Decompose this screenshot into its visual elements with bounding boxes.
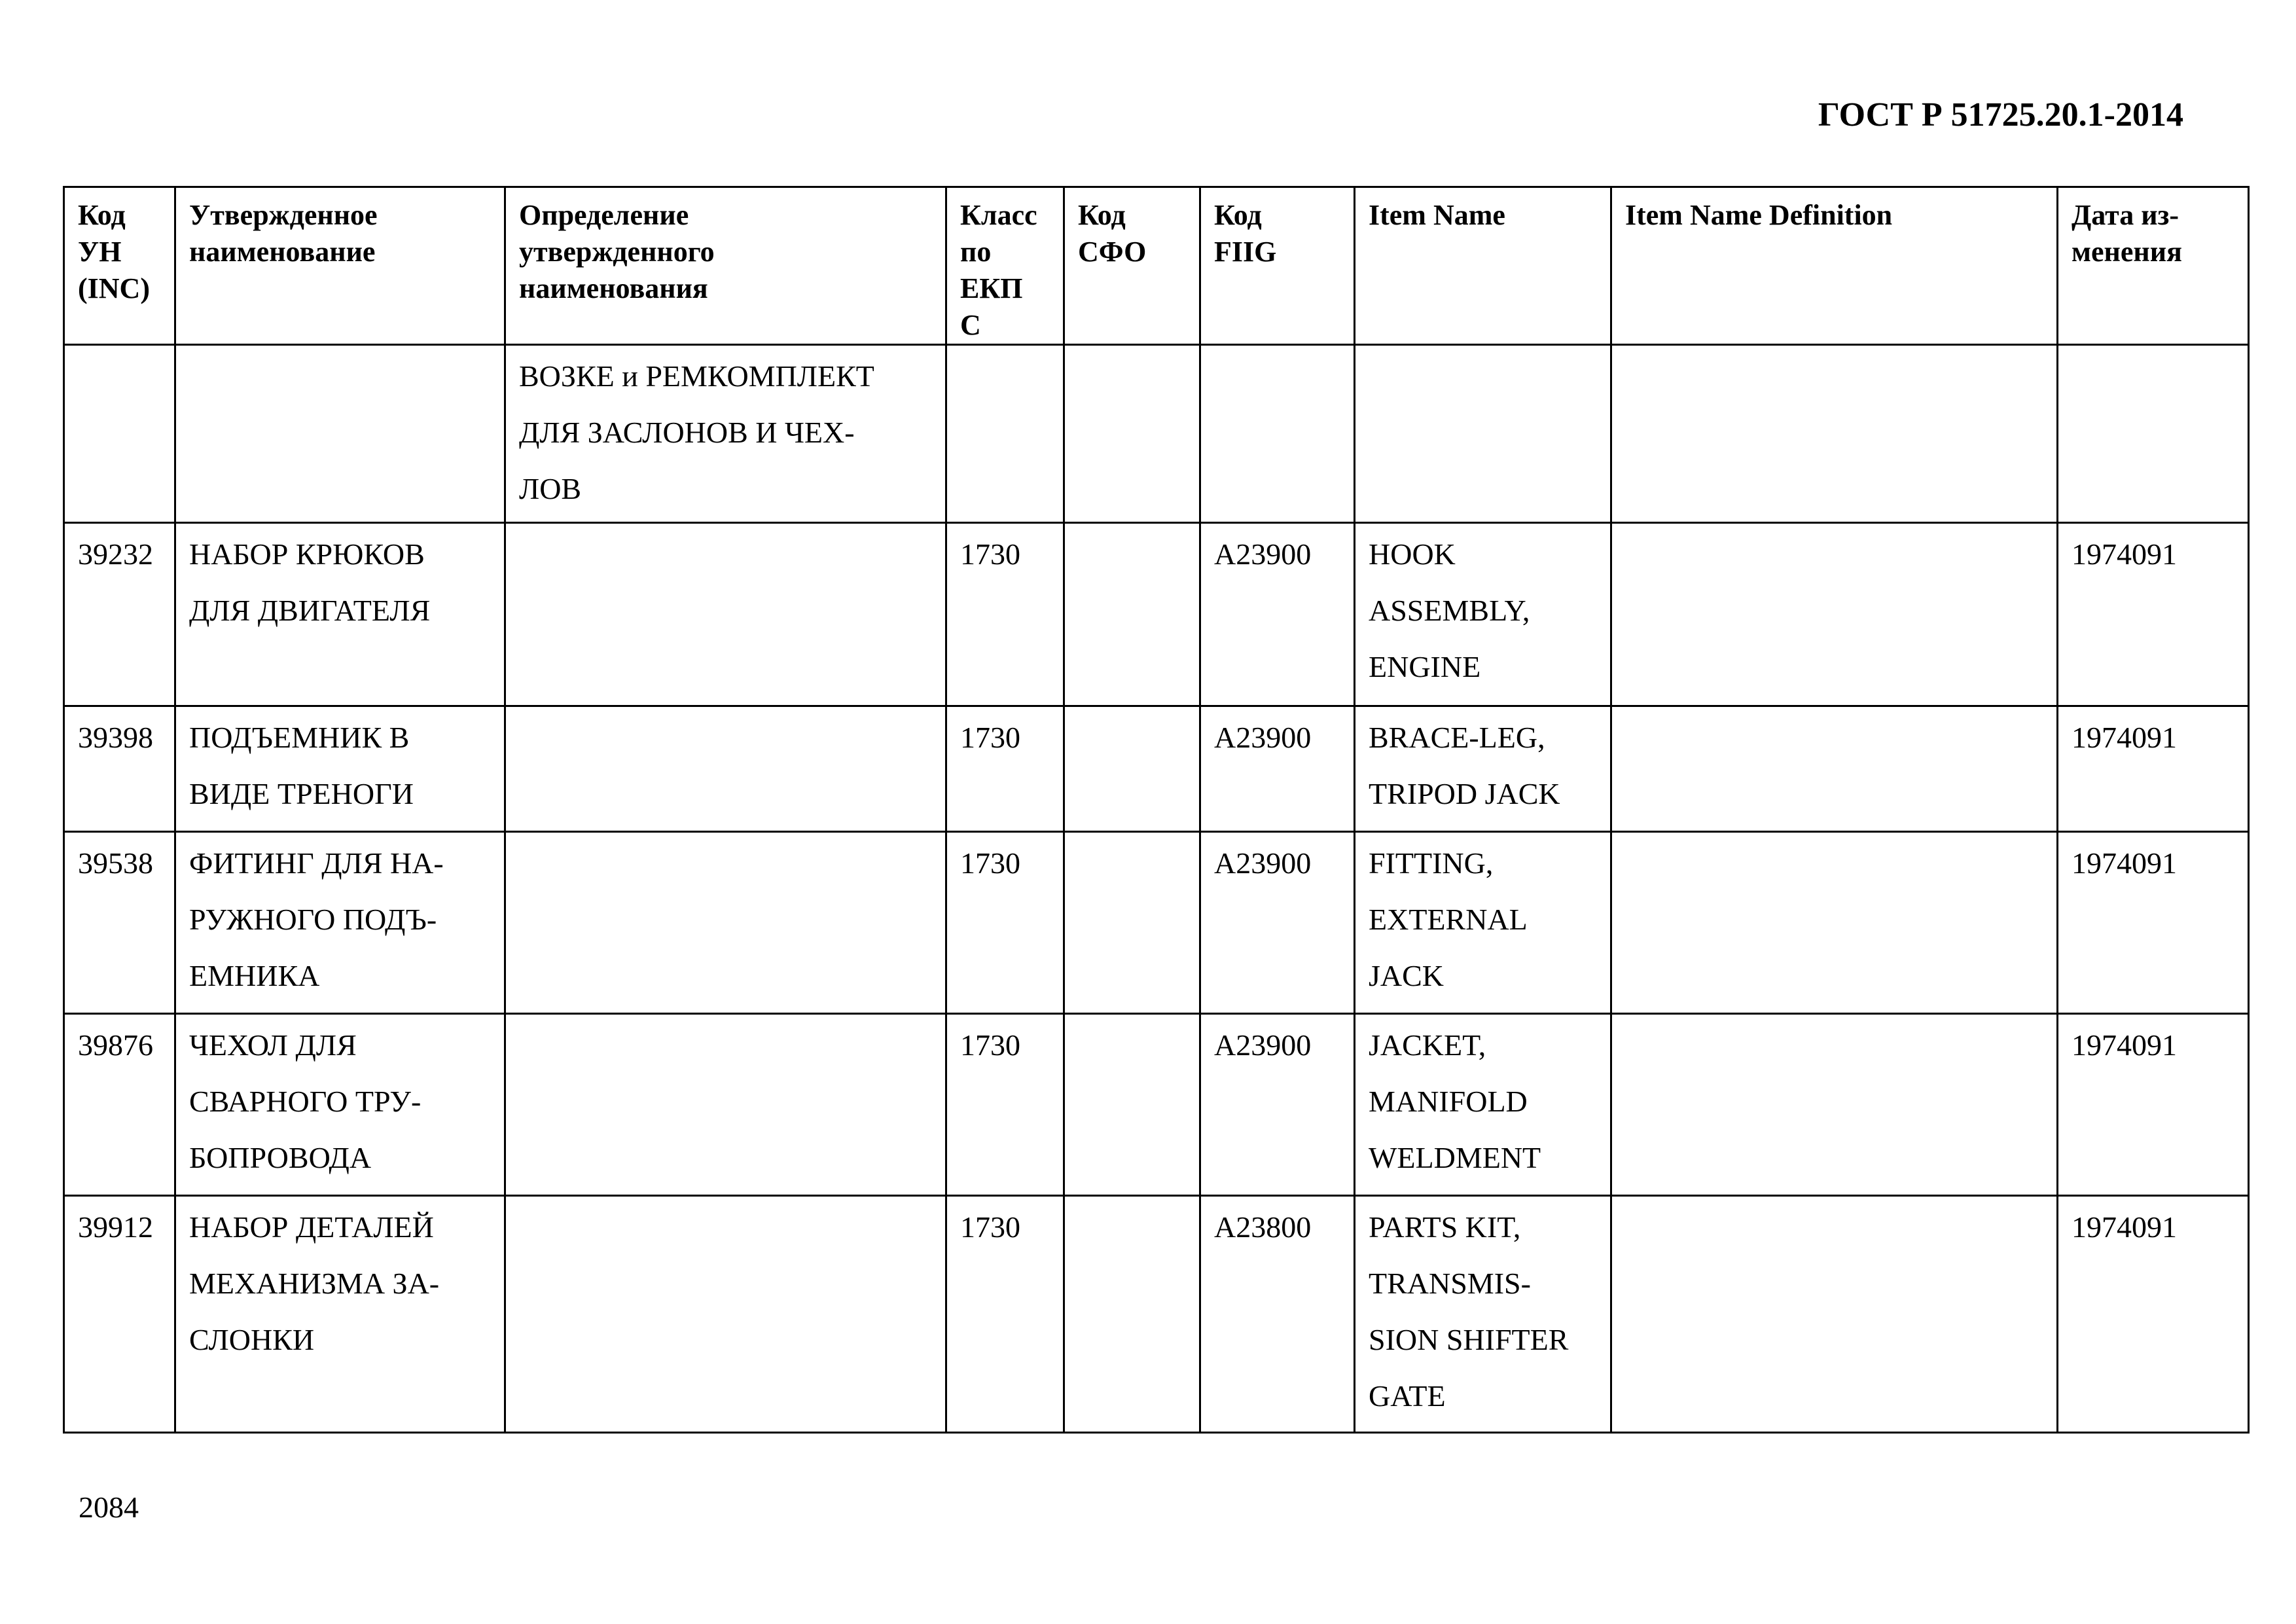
cell-sfo: [1064, 345, 1200, 523]
cell-fiig: [1200, 345, 1355, 523]
cell-definition: [505, 1014, 946, 1196]
header-class: Класс по ЕКП С: [946, 187, 1064, 345]
table-row: [64, 523, 2249, 706]
cell-date: 1974091: [2058, 832, 2249, 1014]
cell-inc: 39912: [64, 1196, 175, 1433]
cell-item-definition: [1611, 832, 2058, 1014]
cell-class: [946, 345, 1064, 523]
cell-name: НАБОР КРЮКОВ ДЛЯ ДВИГАТЕЛЯ: [175, 523, 505, 706]
cell-item-definition: [1611, 1014, 2058, 1196]
cell-sfo: [1064, 523, 1200, 706]
cell-item-name: PARTS KIT, TRANSMIS- SION SHIFTER GATE: [1355, 1196, 1611, 1433]
cell-sfo: [1064, 1196, 1200, 1433]
cell-date: 1974091: [2058, 523, 2249, 706]
cell-date: 1974091: [2058, 1014, 2249, 1196]
header-approved-name: Утвержденное наименование: [175, 187, 505, 345]
cell-item-name: HOOK ASSEMBLY, ENGINE: [1355, 523, 1611, 706]
cell-inc: 39232: [64, 523, 175, 706]
header-item-name: Item Name: [1355, 187, 1611, 345]
cell-date: [2058, 345, 2249, 523]
cell-sfo: [1064, 706, 1200, 832]
cell-name: НАБОР ДЕТАЛЕЙ МЕХАНИЗМА ЗА- СЛОНКИ: [175, 1196, 505, 1433]
cell-fiig: A23900: [1200, 523, 1355, 706]
cell-class: 1730: [946, 1196, 1064, 1433]
cell-class: 1730: [946, 1014, 1064, 1196]
cell-inc: 39398: [64, 706, 175, 832]
cell-name: ФИТИНГ ДЛЯ НА- РУЖНОГО ПОДЪ- ЕМНИКА: [175, 832, 505, 1014]
cell-definition: [505, 1196, 946, 1433]
cell-item-name: [1355, 345, 1611, 523]
table-row: [64, 832, 2249, 1014]
cell-name: ПОДЪЕМНИК В ВИДЕ ТРЕНОГИ: [175, 706, 505, 832]
cell-fiig: A23800: [1200, 1196, 1355, 1433]
header-item-name-definition: Item Name Definition: [1611, 187, 2058, 345]
cell-inc: 39876: [64, 1014, 175, 1196]
cell-definition: [505, 706, 946, 832]
header-fiig-code: Код FIIG: [1200, 187, 1355, 345]
cell-sfo: [1064, 832, 1200, 1014]
table-row: [64, 1014, 2249, 1196]
cell-date: 1974091: [2058, 706, 2249, 832]
cell-item-definition: [1611, 523, 2058, 706]
cell-item-definition: [1611, 706, 2058, 832]
cell-item-definition: [1611, 345, 2058, 523]
cell-class: 1730: [946, 706, 1064, 832]
cell-class: 1730: [946, 523, 1064, 706]
cell-class: 1730: [946, 832, 1064, 1014]
table-row: [64, 1196, 2249, 1433]
document-code: ГОСТ Р 51725.20.1-2014: [1818, 96, 2183, 134]
header-sfo-code: Код СФО: [1064, 187, 1200, 345]
cell-sfo: [1064, 1014, 1200, 1196]
cell-fiig: A23900: [1200, 832, 1355, 1014]
cell-definition: [505, 523, 946, 706]
page-number: 2084: [79, 1490, 139, 1524]
cell-name: [175, 345, 505, 523]
cell-name: ЧЕХОЛ ДЛЯ СВАРНОГО ТРУ- БОПРОВОДА: [175, 1014, 505, 1196]
cell-inc: 39538: [64, 832, 175, 1014]
cell-date: 1974091: [2058, 1196, 2249, 1433]
header-name-definition: Определение утвержденного наименования: [505, 187, 946, 345]
cell-fiig: A23900: [1200, 706, 1355, 832]
table-row: [64, 345, 2249, 523]
header-change-date: Дата из- менения: [2058, 187, 2249, 345]
table-row: [64, 706, 2249, 832]
cell-item-name: FITTING, EXTERNAL JACK: [1355, 832, 1611, 1014]
cell-fiig: A23900: [1200, 1014, 1355, 1196]
table-header-row: [64, 187, 2249, 345]
cell-item-definition: [1611, 1196, 2058, 1433]
cell-definition: ВОЗКЕ и РЕМКОМПЛЕКТ ДЛЯ ЗАСЛОНОВ И ЧЕХ- ЛОВ: [505, 345, 946, 523]
header-inc-code: Код УН (INC): [64, 187, 175, 345]
nomenclature-table: [63, 186, 2250, 1434]
cell-definition: [505, 832, 946, 1014]
cell-item-name: JACKET, MANIFOLD WELDMENT: [1355, 1014, 1611, 1196]
cell-item-name: BRACE-LEG, TRIPOD JACK: [1355, 706, 1611, 832]
cell-inc: [64, 345, 175, 523]
